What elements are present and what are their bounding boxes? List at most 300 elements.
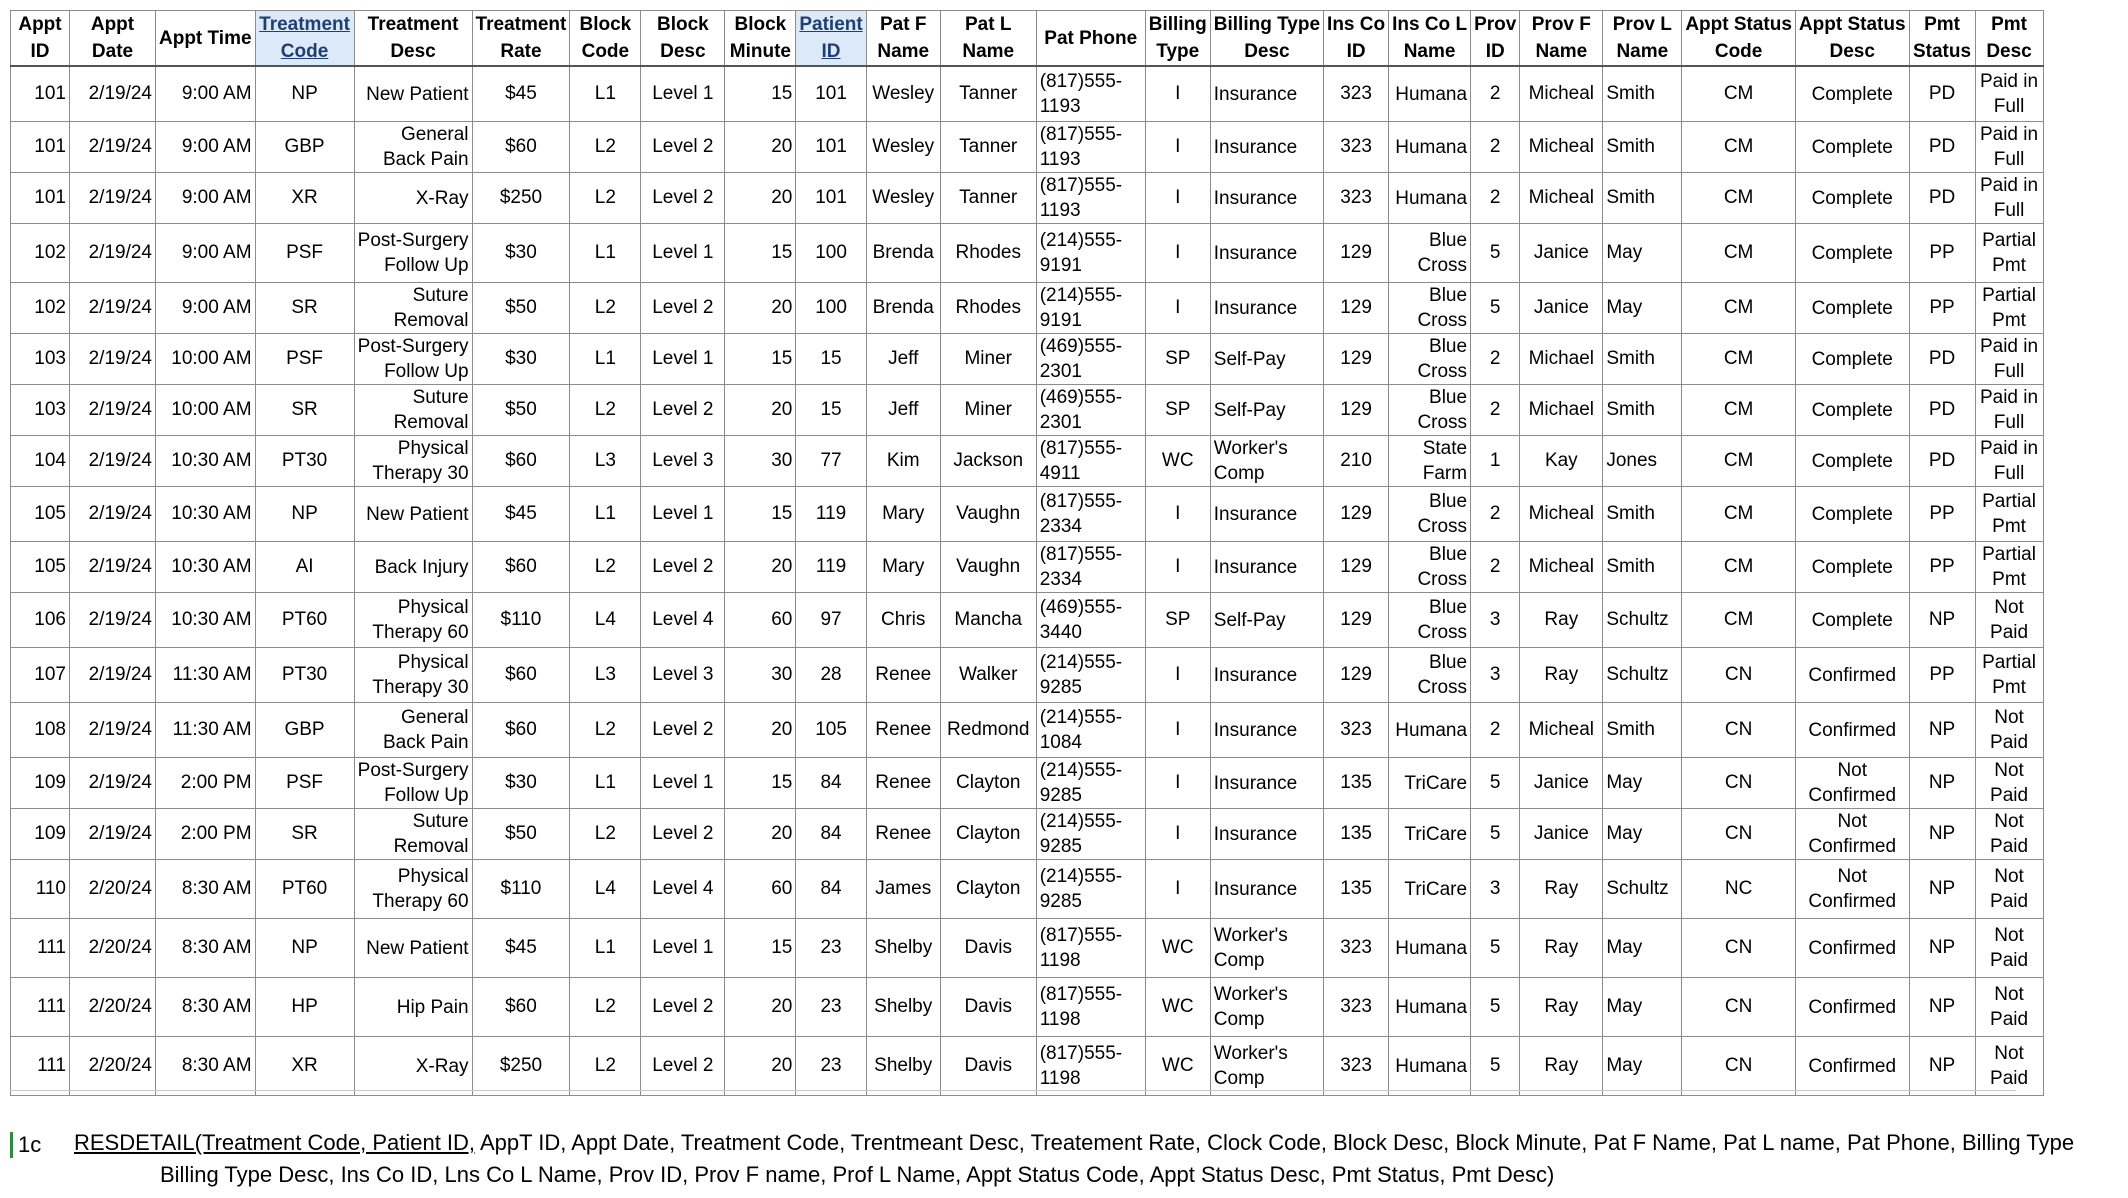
- table-cell[interactable]: [1603, 487, 1682, 542]
- table-cell[interactable]: [255, 334, 354, 385]
- table-cell[interactable]: [1795, 758, 1909, 809]
- table-cell[interactable]: [1909, 758, 1975, 809]
- table-cell[interactable]: [255, 385, 354, 436]
- table-cell[interactable]: [354, 648, 472, 703]
- table-cell[interactable]: [1324, 860, 1389, 919]
- table-cell[interactable]: [156, 919, 256, 978]
- table-cell[interactable]: [866, 648, 940, 703]
- table-cell[interactable]: [1210, 224, 1323, 283]
- table-cell[interactable]: [1603, 542, 1682, 593]
- table-cell[interactable]: [796, 66, 866, 122]
- table-cell[interactable]: [1210, 385, 1323, 436]
- table-cell[interactable]: [472, 283, 570, 334]
- table-cell[interactable]: [255, 648, 354, 703]
- table-cell[interactable]: [255, 593, 354, 648]
- table-cell[interactable]: [796, 648, 866, 703]
- table-cell[interactable]: [1471, 542, 1520, 593]
- table-cell[interactable]: [1909, 173, 1975, 224]
- table-cell[interactable]: [472, 436, 570, 487]
- table-cell[interactable]: [796, 436, 866, 487]
- table-cell[interactable]: [1520, 542, 1603, 593]
- table-cell[interactable]: [570, 487, 641, 542]
- table-cell[interactable]: [796, 334, 866, 385]
- table-cell[interactable]: [1520, 334, 1603, 385]
- table-cell[interactable]: [1471, 703, 1520, 758]
- table-cell[interactable]: [1682, 542, 1796, 593]
- table-cell[interactable]: [1603, 122, 1682, 173]
- table-cell[interactable]: [1795, 283, 1909, 334]
- table-cell[interactable]: [1036, 978, 1145, 1037]
- table-cell[interactable]: [725, 919, 796, 978]
- table-cell[interactable]: [570, 919, 641, 978]
- table-cell[interactable]: [472, 173, 570, 224]
- table-cell[interactable]: [1520, 283, 1603, 334]
- column-header[interactable]: [725, 11, 796, 67]
- table-cell[interactable]: [1975, 283, 2043, 334]
- table-cell[interactable]: [1389, 860, 1471, 919]
- table-cell[interactable]: [354, 978, 472, 1037]
- table-cell[interactable]: [354, 542, 472, 593]
- table-cell[interactable]: [1909, 919, 1975, 978]
- table-cell[interactable]: [1975, 66, 2043, 122]
- table-cell[interactable]: [1909, 283, 1975, 334]
- table-cell[interactable]: [354, 173, 472, 224]
- table-cell[interactable]: [354, 436, 472, 487]
- table-cell[interactable]: [1975, 385, 2043, 436]
- table-cell[interactable]: [70, 593, 156, 648]
- column-header[interactable]: [11, 11, 70, 67]
- table-cell[interactable]: [796, 122, 866, 173]
- table-cell[interactable]: [156, 648, 256, 703]
- table-cell[interactable]: [472, 542, 570, 593]
- column-header[interactable]: [156, 11, 256, 67]
- table-cell[interactable]: [940, 173, 1036, 224]
- table-cell[interactable]: [1795, 593, 1909, 648]
- table-cell[interactable]: [11, 122, 70, 173]
- table-cell[interactable]: [1145, 66, 1210, 122]
- table-cell[interactable]: [1324, 283, 1389, 334]
- table-cell[interactable]: [1389, 978, 1471, 1037]
- table-cell[interactable]: [725, 1037, 796, 1096]
- table-cell[interactable]: [70, 66, 156, 122]
- table-cell[interactable]: [796, 173, 866, 224]
- table-cell[interactable]: [1210, 919, 1323, 978]
- table-cell[interactable]: [866, 436, 940, 487]
- table-cell[interactable]: [1145, 334, 1210, 385]
- table-cell[interactable]: [1471, 978, 1520, 1037]
- table-cell[interactable]: [1795, 978, 1909, 1037]
- table-cell[interactable]: [1324, 173, 1389, 224]
- table-cell[interactable]: [70, 809, 156, 860]
- table-cell[interactable]: [1471, 436, 1520, 487]
- table-cell[interactable]: [1603, 66, 1682, 122]
- table-cell[interactable]: [70, 436, 156, 487]
- table-cell[interactable]: [1210, 860, 1323, 919]
- table-cell[interactable]: [796, 224, 866, 283]
- table-cell[interactable]: [156, 334, 256, 385]
- table-cell[interactable]: [1471, 173, 1520, 224]
- table-cell[interactable]: [1909, 648, 1975, 703]
- table-cell[interactable]: [1520, 436, 1603, 487]
- column-header[interactable]: [1795, 11, 1909, 67]
- table-cell[interactable]: [1682, 173, 1796, 224]
- table-cell[interactable]: [11, 703, 70, 758]
- table-cell[interactable]: [1520, 648, 1603, 703]
- table-cell[interactable]: [1975, 978, 2043, 1037]
- table-cell[interactable]: [570, 542, 641, 593]
- table-cell[interactable]: [1682, 860, 1796, 919]
- column-header[interactable]: [1682, 11, 1796, 67]
- table-cell[interactable]: [1324, 224, 1389, 283]
- table-cell[interactable]: [796, 385, 866, 436]
- table-cell[interactable]: [156, 978, 256, 1037]
- table-cell[interactable]: [641, 593, 725, 648]
- table-cell[interactable]: [570, 66, 641, 122]
- table-cell[interactable]: [1682, 919, 1796, 978]
- table-cell[interactable]: [866, 385, 940, 436]
- table-cell[interactable]: [866, 334, 940, 385]
- table-cell[interactable]: [1795, 860, 1909, 919]
- table-cell[interactable]: [940, 919, 1036, 978]
- table-cell[interactable]: [1145, 173, 1210, 224]
- table-cell[interactable]: [1471, 1037, 1520, 1096]
- table-cell[interactable]: [1795, 66, 1909, 122]
- table-cell[interactable]: [70, 173, 156, 224]
- table-cell[interactable]: [641, 283, 725, 334]
- table-cell[interactable]: [1795, 334, 1909, 385]
- table-cell[interactable]: [725, 703, 796, 758]
- column-header[interactable]: [255, 11, 354, 67]
- table-cell[interactable]: [1389, 703, 1471, 758]
- table-cell[interactable]: [354, 919, 472, 978]
- table-cell[interactable]: [1210, 66, 1323, 122]
- table-cell[interactable]: [1145, 385, 1210, 436]
- table-cell[interactable]: [255, 224, 354, 283]
- table-cell[interactable]: [472, 1037, 570, 1096]
- table-cell[interactable]: [1210, 173, 1323, 224]
- table-cell[interactable]: [1909, 487, 1975, 542]
- table-cell[interactable]: [1145, 919, 1210, 978]
- table-cell[interactable]: [354, 809, 472, 860]
- table-cell[interactable]: [70, 703, 156, 758]
- table-cell[interactable]: [472, 860, 570, 919]
- table-cell[interactable]: [1795, 703, 1909, 758]
- table-cell[interactable]: [940, 122, 1036, 173]
- table-cell[interactable]: [354, 122, 472, 173]
- table-cell[interactable]: [156, 122, 256, 173]
- table-cell[interactable]: [1324, 1037, 1389, 1096]
- table-cell[interactable]: [1145, 542, 1210, 593]
- table-cell[interactable]: [1471, 919, 1520, 978]
- table-cell[interactable]: [1389, 173, 1471, 224]
- table-cell[interactable]: [940, 593, 1036, 648]
- table-cell[interactable]: [725, 173, 796, 224]
- table-cell[interactable]: [255, 919, 354, 978]
- table-cell[interactable]: [1909, 542, 1975, 593]
- table-cell[interactable]: [70, 919, 156, 978]
- table-cell[interactable]: [255, 1037, 354, 1096]
- table-cell[interactable]: [1036, 703, 1145, 758]
- table-cell[interactable]: [1603, 173, 1682, 224]
- table-cell[interactable]: [796, 703, 866, 758]
- table-cell[interactable]: [156, 385, 256, 436]
- table-cell[interactable]: [1324, 487, 1389, 542]
- table-cell[interactable]: [255, 173, 354, 224]
- table-cell[interactable]: [1682, 487, 1796, 542]
- table-cell[interactable]: [255, 978, 354, 1037]
- column-header[interactable]: [1520, 11, 1603, 67]
- table-cell[interactable]: [641, 860, 725, 919]
- table-cell[interactable]: [1909, 593, 1975, 648]
- table-cell[interactable]: [1324, 978, 1389, 1037]
- table-cell[interactable]: [641, 758, 725, 809]
- table-cell[interactable]: [1324, 385, 1389, 436]
- table-cell[interactable]: [1210, 978, 1323, 1037]
- table-cell[interactable]: [1909, 436, 1975, 487]
- table-cell[interactable]: [70, 758, 156, 809]
- table-cell[interactable]: [1324, 334, 1389, 385]
- column-header[interactable]: [641, 11, 725, 67]
- table-cell[interactable]: [1603, 809, 1682, 860]
- table-cell[interactable]: [1036, 919, 1145, 978]
- column-header[interactable]: [354, 11, 472, 67]
- table-cell[interactable]: [725, 648, 796, 703]
- table-cell[interactable]: [796, 919, 866, 978]
- table-cell[interactable]: [570, 593, 641, 648]
- table-cell[interactable]: [1603, 283, 1682, 334]
- table-cell[interactable]: [1036, 173, 1145, 224]
- table-cell[interactable]: [70, 122, 156, 173]
- table-cell[interactable]: [354, 385, 472, 436]
- table-cell[interactable]: [940, 66, 1036, 122]
- table-cell[interactable]: [156, 283, 256, 334]
- table-cell[interactable]: [1389, 919, 1471, 978]
- table-cell[interactable]: [1471, 224, 1520, 283]
- table-cell[interactable]: [11, 593, 70, 648]
- table-cell[interactable]: [1389, 542, 1471, 593]
- table-cell[interactable]: [1975, 122, 2043, 173]
- table-cell[interactable]: [472, 487, 570, 542]
- table-cell[interactable]: [255, 542, 354, 593]
- table-cell[interactable]: [570, 809, 641, 860]
- table-cell[interactable]: [1389, 122, 1471, 173]
- table-cell[interactable]: [1036, 122, 1145, 173]
- table-cell[interactable]: [1145, 860, 1210, 919]
- table-cell[interactable]: [354, 1037, 472, 1096]
- table-cell[interactable]: [866, 860, 940, 919]
- table-cell[interactable]: [1145, 487, 1210, 542]
- table-cell[interactable]: [1975, 703, 2043, 758]
- table-cell[interactable]: [570, 436, 641, 487]
- table-cell[interactable]: [1210, 593, 1323, 648]
- table-cell[interactable]: [641, 385, 725, 436]
- table-cell[interactable]: [796, 593, 866, 648]
- table-cell[interactable]: [570, 122, 641, 173]
- table-cell[interactable]: [156, 224, 256, 283]
- table-cell[interactable]: [1324, 648, 1389, 703]
- table-cell[interactable]: [11, 385, 70, 436]
- table-cell[interactable]: [1471, 334, 1520, 385]
- table-cell[interactable]: [570, 1037, 641, 1096]
- table-cell[interactable]: [1036, 283, 1145, 334]
- table-cell[interactable]: [1210, 283, 1323, 334]
- table-cell[interactable]: [1603, 758, 1682, 809]
- table-cell[interactable]: [1145, 809, 1210, 860]
- table-cell[interactable]: [70, 385, 156, 436]
- table-cell[interactable]: [1682, 122, 1796, 173]
- table-cell[interactable]: [1682, 334, 1796, 385]
- table-cell[interactable]: [796, 758, 866, 809]
- table-cell[interactable]: [1036, 334, 1145, 385]
- table-cell[interactable]: [1389, 1037, 1471, 1096]
- table-cell[interactable]: [1471, 860, 1520, 919]
- table-cell[interactable]: [725, 334, 796, 385]
- table-cell[interactable]: [570, 385, 641, 436]
- table-cell[interactable]: [1909, 224, 1975, 283]
- table-cell[interactable]: [641, 122, 725, 173]
- table-cell[interactable]: [1036, 487, 1145, 542]
- table-cell[interactable]: [11, 758, 70, 809]
- table-cell[interactable]: [1682, 283, 1796, 334]
- table-cell[interactable]: [641, 487, 725, 542]
- table-cell[interactable]: [1210, 809, 1323, 860]
- table-cell[interactable]: [354, 283, 472, 334]
- column-header[interactable]: [1389, 11, 1471, 67]
- table-cell[interactable]: [940, 487, 1036, 542]
- table-cell[interactable]: [1471, 385, 1520, 436]
- table-cell[interactable]: [866, 122, 940, 173]
- column-header[interactable]: [1324, 11, 1389, 67]
- table-cell[interactable]: [1795, 919, 1909, 978]
- table-cell[interactable]: [11, 860, 70, 919]
- table-cell[interactable]: [1520, 809, 1603, 860]
- table-cell[interactable]: [1210, 542, 1323, 593]
- table-cell[interactable]: [11, 542, 70, 593]
- table-cell[interactable]: [1682, 593, 1796, 648]
- table-cell[interactable]: [1795, 224, 1909, 283]
- table-cell[interactable]: [472, 809, 570, 860]
- table-cell[interactable]: [1324, 122, 1389, 173]
- column-header[interactable]: [940, 11, 1036, 67]
- table-cell[interactable]: [1975, 860, 2043, 919]
- table-cell[interactable]: [1975, 224, 2043, 283]
- table-cell[interactable]: [641, 1037, 725, 1096]
- table-cell[interactable]: [11, 809, 70, 860]
- cell-reference[interactable]: 1c: [10, 1132, 58, 1158]
- table-cell[interactable]: [796, 542, 866, 593]
- table-cell[interactable]: [1036, 648, 1145, 703]
- table-cell[interactable]: [1471, 66, 1520, 122]
- table-cell[interactable]: [11, 283, 70, 334]
- table-cell[interactable]: [725, 487, 796, 542]
- table-cell[interactable]: [472, 703, 570, 758]
- column-header[interactable]: [1471, 11, 1520, 67]
- table-cell[interactable]: [1036, 1037, 1145, 1096]
- table-cell[interactable]: [1389, 809, 1471, 860]
- table-cell[interactable]: [1975, 758, 2043, 809]
- table-cell[interactable]: [1603, 436, 1682, 487]
- table-cell[interactable]: [1471, 487, 1520, 542]
- table-cell[interactable]: [866, 542, 940, 593]
- table-cell[interactable]: [641, 66, 725, 122]
- table-cell[interactable]: [1603, 648, 1682, 703]
- table-cell[interactable]: [570, 224, 641, 283]
- table-cell[interactable]: [11, 66, 70, 122]
- table-cell[interactable]: [725, 385, 796, 436]
- table-cell[interactable]: [1603, 385, 1682, 436]
- table-cell[interactable]: [11, 919, 70, 978]
- table-cell[interactable]: [1210, 436, 1323, 487]
- table-cell[interactable]: [1036, 593, 1145, 648]
- table-cell[interactable]: [472, 978, 570, 1037]
- table-cell[interactable]: [866, 283, 940, 334]
- table-cell[interactable]: [1036, 66, 1145, 122]
- table-cell[interactable]: [1389, 758, 1471, 809]
- table-cell[interactable]: [1520, 978, 1603, 1037]
- table-cell[interactable]: [1210, 758, 1323, 809]
- table-cell[interactable]: [1909, 809, 1975, 860]
- table-cell[interactable]: [1682, 758, 1796, 809]
- column-header[interactable]: [1210, 11, 1323, 67]
- column-header[interactable]: [1603, 11, 1682, 67]
- table-cell[interactable]: [866, 487, 940, 542]
- table-cell[interactable]: [940, 436, 1036, 487]
- table-cell[interactable]: [1210, 703, 1323, 758]
- table-cell[interactable]: [866, 1037, 940, 1096]
- table-cell[interactable]: [641, 173, 725, 224]
- table-cell[interactable]: [1389, 648, 1471, 703]
- table-cell[interactable]: [1471, 758, 1520, 809]
- table-cell[interactable]: [1324, 809, 1389, 860]
- table-cell[interactable]: [1389, 66, 1471, 122]
- table-cell[interactable]: [472, 334, 570, 385]
- table-cell[interactable]: [1389, 436, 1471, 487]
- table-cell[interactable]: [354, 224, 472, 283]
- table-cell[interactable]: [570, 283, 641, 334]
- table-cell[interactable]: [641, 224, 725, 283]
- table-cell[interactable]: [1682, 224, 1796, 283]
- table-cell[interactable]: [1324, 919, 1389, 978]
- table-cell[interactable]: [1520, 919, 1603, 978]
- table-cell[interactable]: [1520, 224, 1603, 283]
- table-cell[interactable]: [1210, 122, 1323, 173]
- table-cell[interactable]: [255, 809, 354, 860]
- table-cell[interactable]: [1145, 122, 1210, 173]
- table-cell[interactable]: [866, 809, 940, 860]
- table-cell[interactable]: [725, 758, 796, 809]
- column-header[interactable]: [866, 11, 940, 67]
- table-cell[interactable]: [472, 919, 570, 978]
- table-cell[interactable]: [11, 978, 70, 1037]
- table-cell[interactable]: [1975, 1037, 2043, 1096]
- table-cell[interactable]: [11, 648, 70, 703]
- table-cell[interactable]: [70, 487, 156, 542]
- table-cell[interactable]: [156, 860, 256, 919]
- table-cell[interactable]: [11, 173, 70, 224]
- table-cell[interactable]: [1324, 593, 1389, 648]
- table-cell[interactable]: [1603, 1037, 1682, 1096]
- table-cell[interactable]: [472, 224, 570, 283]
- table-cell[interactable]: [1145, 436, 1210, 487]
- table-cell[interactable]: [1795, 385, 1909, 436]
- table-cell[interactable]: [1210, 334, 1323, 385]
- table-cell[interactable]: [1036, 224, 1145, 283]
- table-cell[interactable]: [1389, 593, 1471, 648]
- table-cell[interactable]: [472, 648, 570, 703]
- table-cell[interactable]: [255, 436, 354, 487]
- table-cell[interactable]: [570, 703, 641, 758]
- table-cell[interactable]: [940, 542, 1036, 593]
